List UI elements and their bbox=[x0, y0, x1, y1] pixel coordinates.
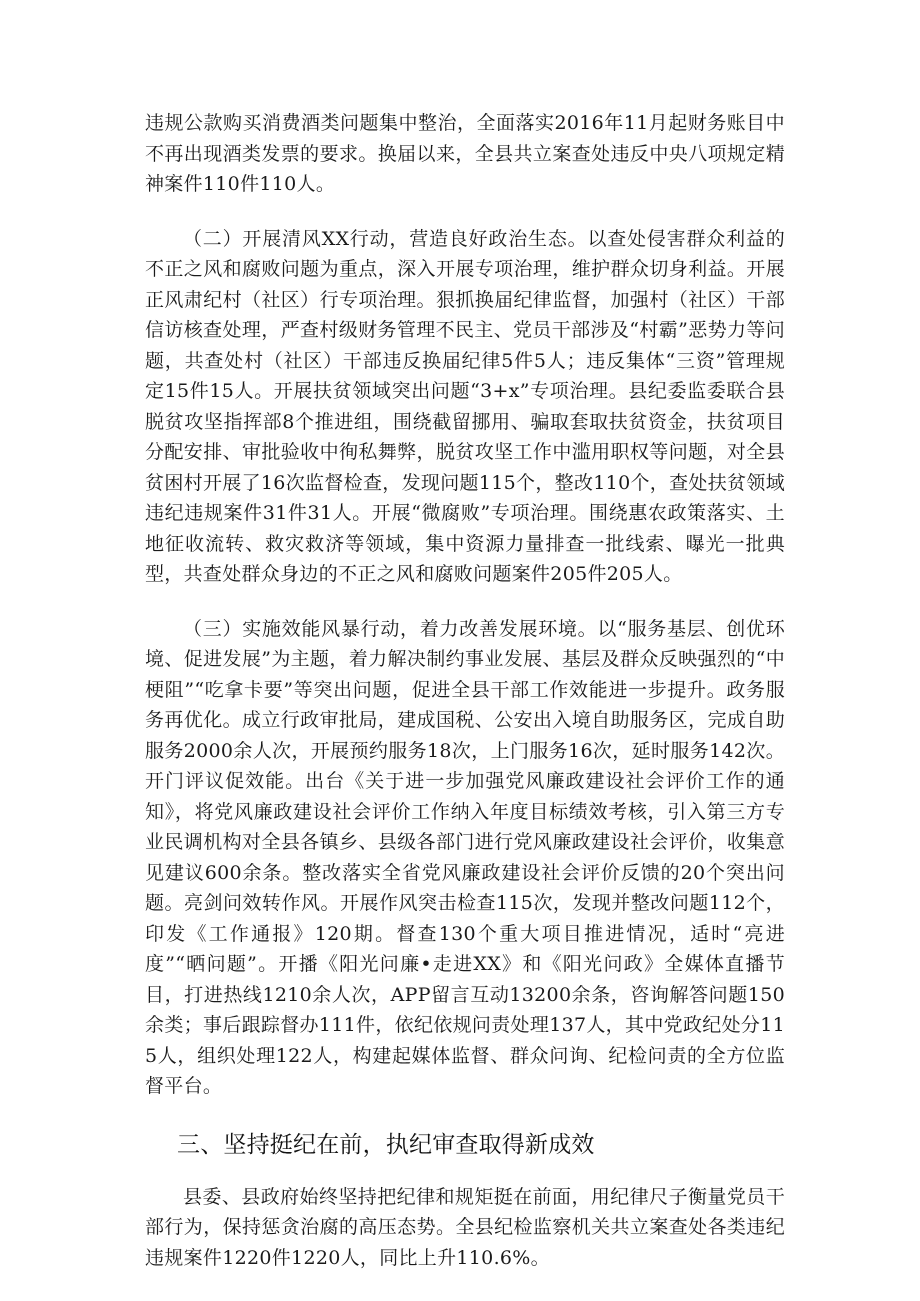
section-heading: 三、坚持挺纪在前，执纪审查取得新成效 bbox=[177, 1131, 595, 1158]
document-page bbox=[145, 108, 785, 1273]
paragraph-discipline-review: 县委、县政府始终坚持把纪律和规矩挺在前面，用纪律尺子衡量党员干部行为，保持惩贪治腐的高压态势。全县纪检监察机关共立案查处各类违纪违规案件1220件1220人，同比上升110.6%。 bbox=[145, 1185, 785, 1269]
paragraph-gap bbox=[145, 590, 785, 614]
paragraph-intro: 违规公款购买消费酒类问题集中整治，全面落实2016年11月起财务账目中不再出现酒类发票的要求。换届以来，全县共立案查处违反中央八项规定精神案件110件110人。 bbox=[145, 112, 785, 195]
paragraph-qingfeng-action: （二）开展清风XX行动，营造良好政治生态。以查处侵害群众利益的不正之风和腐败问题为重点，深入开展专项治理，维护群众切身利益。开展正风肃纪村（社区）行专项治理。狠抓换届纪律监督，加强村（社区）干部信访核查处理，严查村级财务管理不民主、党员干部涉及“村霸”恶势力等问题，共查处村（社区）干部违反换届纪律5件5人；违反集体“三资”管理规定15件15人。开展扶贫领域突出问题“3+x”专项治理。县纪委监委联合县脱贫攻坚指挥部8个推进组，围绕截留挪用、骗取套取扶贫资金，扶贫项目分配安排、审批验收中徇私舞弊，脱贫攻坚工作中滥用职权等问题，对全县贫困村开展了16次监督检查，发现问题115个，整改110个，查处扶贫领域违纪违规案件31件31人。开展“微腐败”专项治理。围绕惠农政策落实、土地征收流转、救灾救济等领域，集中资源力量排查一批线索、曝光一批典型，共查处群众身边的不正之风和腐败问题案件205件205人。 bbox=[145, 227, 785, 585]
paragraph-gap bbox=[145, 1102, 785, 1128]
paragraph-efficiency-storm: （三）实施效能风暴行动，着力改善发展环境。以“服务基层、创优环境、促进发展”为主题，着力解决制约事业发展、基层及群众反映强烈的“中梗阻”“吃拿卡要”等突出问题，促进全县干部工作效能进一步提升。政务服务再优化。成立行政审批局，建成国税、公安出入境自助服务区，完成自助服务2000余人次，开展预约服务18次，上门服务16次，延时服务142次。开门评议促效能。出台《关于进一步加强党风廉政建设社会评价工作的通知》，将党风廉政建设社会评价工作纳入年度目标绩效考核，引入第三方专业民调机构对全县各镇乡、县级各部门进行党风廉政建设社会评价，收集意见建议600余条。整改落实全省党风廉政建设社会评价反馈的20个突出问题。亮剑问效转作风。开展作风突击检查115次，发现并整改问题112个，印发《工作通报》120期。督查130个重大项目推进情况，适时“亮进度”“晒问题”。开播《阳光问廉•走进XX》和《阳光问政》全媒体直播节目，打进热线1210余人次，APP留言互动13200余条，咨询解答问题150余类；事后跟踪督办111件，依纪依规问责处理137人，其中党政纪处分115人，组织处理122人，构建起媒体监督、群众问询、纪检问责的全方位监督平台。 bbox=[145, 617, 785, 1097]
paragraph-gap bbox=[145, 200, 785, 224]
paragraph-gap bbox=[145, 1162, 785, 1182]
